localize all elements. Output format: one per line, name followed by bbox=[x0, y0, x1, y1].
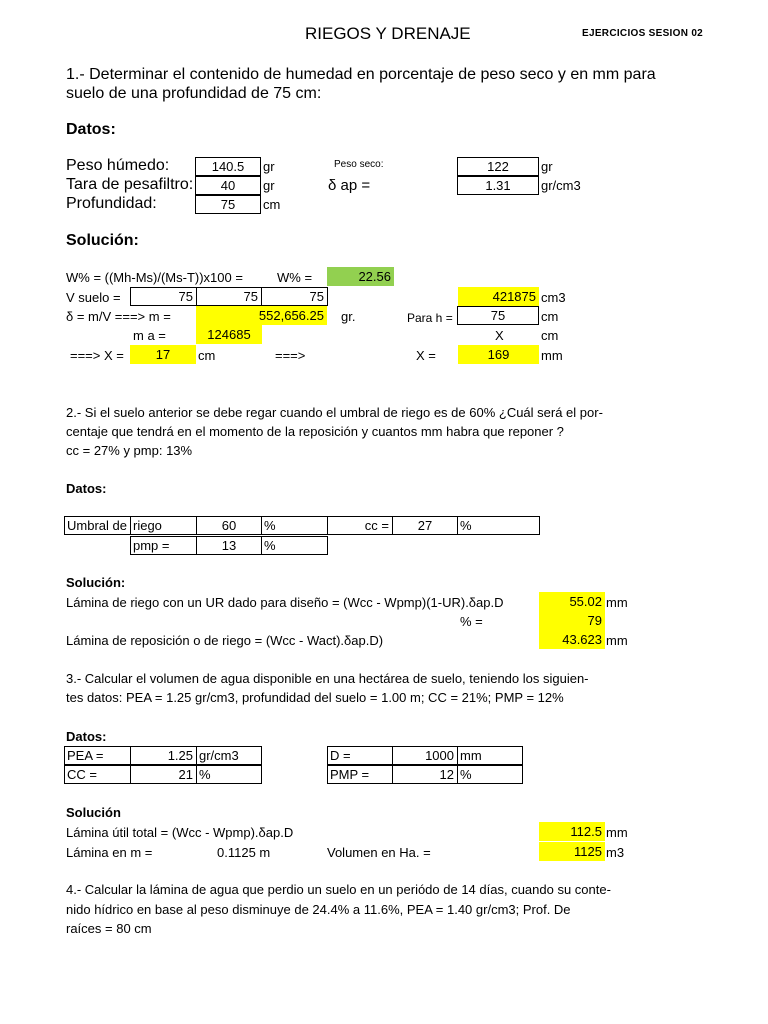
ex1-statement-line2: suelo de una profundidad de 75 cm: bbox=[66, 85, 322, 102]
v-suelo-label: V suelo = bbox=[66, 290, 121, 305]
pct-cell: % bbox=[261, 536, 328, 555]
volumen-cell[interactable]: 1125 bbox=[539, 842, 605, 861]
ex1-statement-line1: 1.- Determinar el contenido de humedad en porcentaje de peso seco y en mm para bbox=[66, 66, 656, 83]
unit-gr-dot: gr. bbox=[341, 309, 356, 324]
peso-seco-label: Peso seco: bbox=[334, 159, 384, 170]
ex4-statement-line2: nido hídrico en base al peso disminuye de 24.4% a 11.6%, PEA = 1.40 gr/cm3; Prof. De bbox=[66, 902, 571, 917]
page-subtitle: EJERCICIOS SESION 02 bbox=[582, 28, 704, 39]
unit-cm: cm bbox=[541, 309, 559, 324]
ex2-statement-line2: centaje que tendrá en el momento de la reposición y cuantos mm habra que reponer ? bbox=[66, 424, 564, 439]
pmp-label-cell: pmp = bbox=[130, 536, 197, 555]
cc-cell[interactable]: 21 bbox=[130, 765, 197, 784]
lamina-util-cell[interactable]: 112.5 bbox=[539, 822, 605, 841]
delta-formula: δ = m/V ===> m = bbox=[66, 309, 171, 324]
tara-label: Tara de pesafiltro: bbox=[66, 176, 194, 193]
m-value-cell[interactable]: 552,656.25 bbox=[196, 306, 327, 325]
x-arrow-label: ===> X = bbox=[70, 348, 124, 363]
w-label: W% = bbox=[277, 270, 313, 285]
ma-value-cell[interactable]: 124685 bbox=[196, 325, 262, 344]
ex3-solucion-heading: Solución bbox=[66, 805, 121, 820]
ex3-statement-line1: 3.- Calcular el volumen de agua disponible en una hectárea de suelo, teniendo los siguien- bbox=[66, 671, 589, 686]
tara-cell[interactable]: 40 bbox=[195, 176, 261, 195]
pmp-cell[interactable]: 12 bbox=[392, 765, 458, 784]
lamina-util-label: Lámina útil total = (Wcc - Wpmp).δap.D bbox=[66, 825, 294, 840]
v3-cell[interactable]: 75 bbox=[261, 287, 328, 306]
x-value-cell[interactable]: 17 bbox=[130, 345, 196, 364]
dap-cell[interactable]: 1.31 bbox=[457, 176, 539, 195]
lamina-riego-label: Lámina de riego con un UR dado para diseño = (Wcc - Wpmp)(1-UR).δap.D bbox=[66, 595, 504, 610]
v2-cell[interactable]: 75 bbox=[196, 287, 262, 306]
para-h-label: Para h = bbox=[407, 311, 453, 325]
unit-m3: m3 bbox=[606, 845, 625, 860]
lamina-m-label: Lámina en m = bbox=[66, 845, 153, 860]
w-formula: W% = ((Mh-Ms)/(Ms-T))x100 = bbox=[66, 270, 243, 285]
unit-gr: gr bbox=[541, 159, 553, 174]
cc-label-cell: CC = bbox=[64, 765, 131, 784]
pct-cell: % bbox=[261, 516, 328, 535]
volumen-label: Volumen en Ha. = bbox=[327, 845, 431, 860]
cc-label-cell: cc = bbox=[327, 516, 393, 535]
unit-grcm3: gr/cm3 bbox=[541, 178, 581, 193]
peso-humedo-cell[interactable]: 140.5 bbox=[195, 157, 261, 176]
ex1-solucion-heading: Solución: bbox=[66, 232, 139, 249]
umbral-label-cell: Umbral de bbox=[64, 516, 131, 535]
pct-value-cell[interactable]: 79 bbox=[539, 611, 605, 630]
ex3-statement-line2: tes datos: PEA = 1.25 gr/cm3, profundidad del suelo = 1.00 m; CC = 21%; PMP = 12% bbox=[66, 690, 564, 705]
d-label-cell: D = bbox=[327, 746, 393, 765]
unit-mm-cell: mm bbox=[457, 746, 523, 765]
page-title: RIEGOS Y DRENAJE bbox=[305, 24, 471, 43]
x-mid-label: X bbox=[495, 328, 504, 343]
unit-mm: mm bbox=[606, 633, 628, 648]
v-total-cell[interactable]: 421875 bbox=[458, 287, 539, 306]
pmp-label-cell: PMP = bbox=[327, 765, 393, 784]
d-cell[interactable]: 1000 bbox=[392, 746, 458, 765]
ex4-statement-line1: 4.- Calcular la lámina de agua que perdio un suelo en un periódo de 14 días, cuando su conte- bbox=[66, 882, 611, 897]
peso-humedo-label: Peso húmedo: bbox=[66, 157, 170, 174]
pmp-cell[interactable]: 13 bbox=[196, 536, 262, 555]
pea-cell[interactable]: 1.25 bbox=[130, 746, 197, 765]
ma-label: m a = bbox=[133, 328, 166, 343]
ex2-solucion-heading: Solución: bbox=[66, 575, 126, 590]
x-mm-cell[interactable]: 169 bbox=[458, 345, 539, 364]
unit-cm: cm bbox=[263, 197, 281, 212]
pct-cell: % bbox=[196, 765, 262, 784]
ex1-datos-heading: Datos: bbox=[66, 121, 116, 138]
unit-mm: mm bbox=[606, 825, 628, 840]
unit-cm3: cm3 bbox=[541, 290, 566, 305]
ex2-statement-line1: 2.- Si el suelo anterior se debe regar cuando el umbral de riego es de 60% ¿Cuál será el por- bbox=[66, 405, 603, 420]
w-value-cell[interactable]: 22.56 bbox=[327, 267, 394, 286]
ex2-datos-heading: Datos: bbox=[66, 481, 107, 496]
arrow-label: ===> bbox=[275, 348, 306, 363]
unit-mm: mm bbox=[606, 595, 628, 610]
ex2-statement-line3: cc = 27% y pmp: 13% bbox=[66, 443, 193, 458]
x-eq-label: X = bbox=[416, 348, 436, 363]
cc-cell[interactable]: 27 bbox=[392, 516, 458, 535]
profundidad-label: Profundidad: bbox=[66, 195, 157, 212]
lamina-repo-cell[interactable]: 43.623 bbox=[539, 630, 605, 649]
unit-gr: gr bbox=[263, 178, 275, 193]
ex4-statement-line3: raíces = 80 cm bbox=[66, 921, 152, 936]
unit-mm: mm bbox=[541, 348, 563, 363]
pct-cell: % bbox=[457, 765, 523, 784]
lamina-repo-label: Lámina de reposición o de riego = (Wcc - Wact).δap.D) bbox=[66, 633, 384, 648]
peso-seco-cell[interactable]: 122 bbox=[457, 157, 539, 176]
lamina-riego-cell[interactable]: 55.02 bbox=[539, 592, 605, 611]
lamina-m-value: 0.1125 m bbox=[217, 845, 271, 860]
pea-label-cell: PEA = bbox=[64, 746, 131, 765]
ex3-datos-heading: Datos: bbox=[66, 729, 107, 744]
unit-cm: cm bbox=[541, 328, 559, 343]
profundidad-cell[interactable]: 75 bbox=[195, 195, 261, 214]
para-h-cell[interactable]: 75 bbox=[457, 306, 539, 325]
unit-gr: gr bbox=[263, 159, 275, 174]
v1-cell[interactable]: 75 bbox=[130, 287, 197, 306]
umbral-cell[interactable]: 60 bbox=[196, 516, 262, 535]
unit-cm: cm bbox=[198, 348, 216, 363]
unit-grcm3-cell: gr/cm3 bbox=[196, 746, 262, 765]
pct-eq-label: % = bbox=[460, 614, 483, 629]
dap-label: δ ap = bbox=[328, 177, 371, 194]
pct-cell: % bbox=[457, 516, 540, 535]
umbral-label-overflow: riego bbox=[133, 518, 162, 533]
